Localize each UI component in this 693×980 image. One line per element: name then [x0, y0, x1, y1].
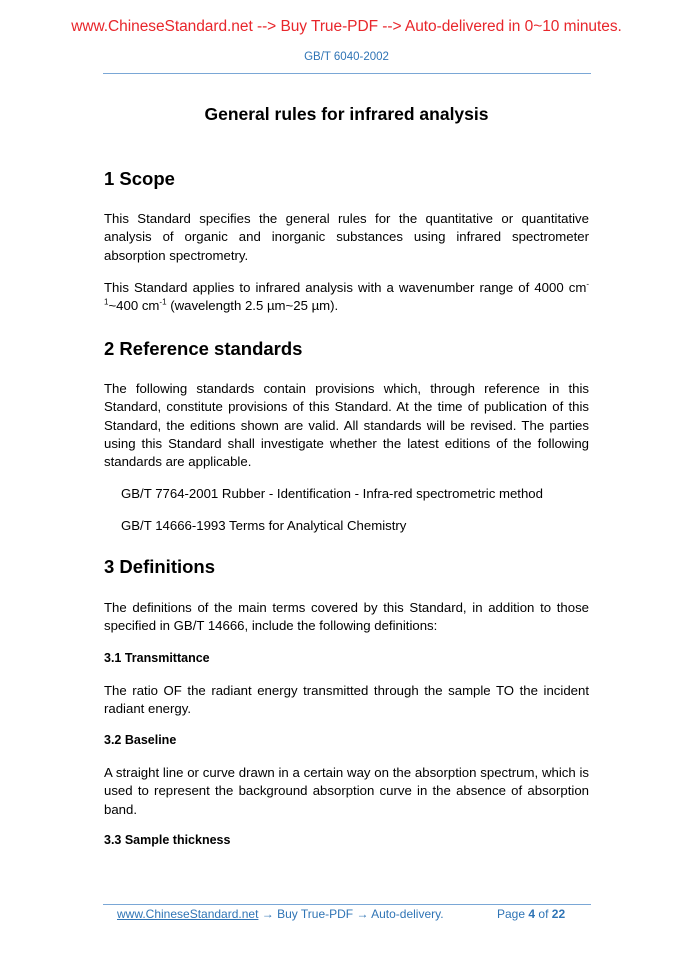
- footer: [117, 907, 566, 921]
- page-label: Page: [497, 907, 526, 921]
- reference-item-1: GB/T 7764-2001 Rubber - Identification - Infra-red spectrometric method: [121, 486, 543, 501]
- section-heading-scope: 1 Scope: [104, 168, 175, 189]
- definition-heading-transmittance: 3.1 Transmittance: [104, 651, 210, 665]
- standard-code: GB/T 6040-2002: [304, 51, 389, 63]
- definition-text-baseline: A straight line or curve drawn in a certain way on the absorption spectrum, which is used to represent the background absorption curve in the absence of absorption band.: [104, 765, 589, 817]
- definition-heading-sample-thickness: 3.3 Sample thickness: [104, 833, 231, 847]
- document-title: General rules for infrared analysis: [204, 104, 489, 124]
- section-heading-definitions: 3 Definitions: [104, 556, 216, 577]
- definition-text-transmittance: The ratio OF the radiant energy transmitted through the sample TO the incident radiant energy.: [104, 683, 589, 717]
- of-label: of: [538, 907, 549, 921]
- footer-link[interactable]: www.ChineseStandard.net: [117, 907, 259, 921]
- definitions-paragraph-1: The definitions of the main terms covered by this Standard, in addition to those specified in GB/T 14666, include the following definitions:: [104, 600, 589, 634]
- footer-text: → Buy True-PDF → Auto-delivery.: [258, 907, 444, 921]
- references-paragraph-1: The following standards contain provisions which, through reference in this Standard, constitute provisions of this Standard. At the time of publication of this Standard, the editions shown are valid. All standards will be revised. The parties using this Standard shall investigate whether the latest editions of the following standards are applicable.: [104, 381, 589, 470]
- scope-paragraph-1: This Standard specifies the general rules for the quantitative or quantitative analysis of organic and inorganic substances using infrared spectrometer absorption spectrometry.: [104, 211, 589, 263]
- scope-paragraph-2: This Standard applies to infrared analysis with a wavenumber range of 4000 $cm^{-1}\sim 400$ $cm^{-1}$ (wavelength 2.5 µm~25 µm).: [104, 279, 589, 314]
- reference-item-2: GB/T 14666-1993 Terms for Analytical Chemistry: [121, 518, 407, 533]
- top-banner[interactable]: www.ChineseStandard.net --> Buy True-PDF --> Auto-delivered in 0~10 minutes.: [71, 18, 622, 35]
- page-indicator: [497, 907, 565, 921]
- definition-heading-baseline: 3.2 Baseline: [104, 733, 177, 747]
- header-divider: [103, 73, 591, 74]
- footer-divider: [103, 904, 591, 905]
- page-number: 4: [528, 907, 536, 921]
- section-heading-references: 2 Reference standards: [104, 338, 303, 359]
- total-pages: 22: [551, 907, 566, 921]
